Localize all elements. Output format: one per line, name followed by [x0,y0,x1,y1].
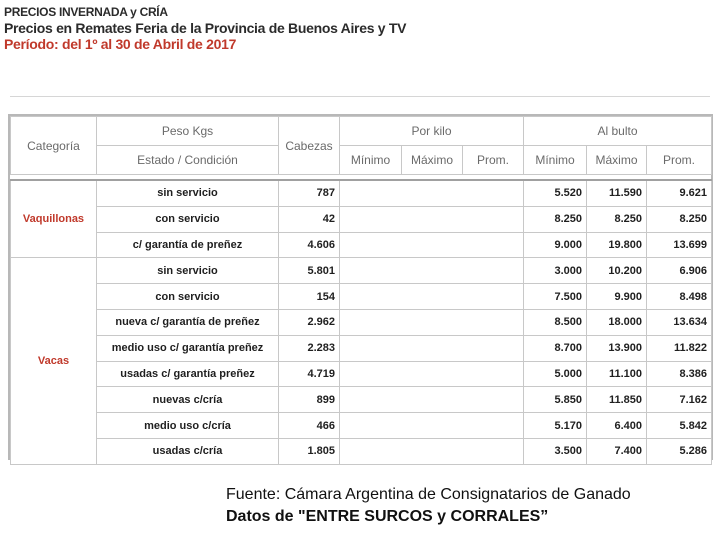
cabezas-cell: 1.805 [279,438,340,464]
source-line: Fuente: Cámara Argentina de Consignatarios de Ganado [226,486,631,503]
bulto-max-cell: 11.590 [587,180,647,206]
bulto-prom-cell: 6.906 [647,258,712,284]
bulto-max-cell: 8.250 [587,206,647,232]
bulto-min-cell: 8.500 [524,309,587,335]
bulto-min-cell: 7.500 [524,284,587,310]
price-table-container [8,114,713,460]
bulto-min-cell: 8.250 [524,206,587,232]
header-al-bulto: Al bulto [524,117,712,146]
header-kilo-max: Máximo [402,146,463,175]
header-bulto-prom: Prom. [647,146,712,175]
cabezas-cell: 5.801 [279,258,340,284]
estado-cell: con servicio [97,284,279,310]
bulto-max-cell: 18.000 [587,309,647,335]
bulto-max-cell: 11.850 [587,387,647,413]
header-por-kilo: Por kilo [340,117,524,146]
header-bulto-max: Máximo [587,146,647,175]
cabezas-cell: 787 [279,180,340,206]
bulto-max-cell: 11.100 [587,361,647,387]
bulto-max-cell: 9.900 [587,284,647,310]
estado-cell: usadas c/ garantía preñez [97,361,279,387]
bulto-prom-cell: 8.498 [647,284,712,310]
estado-cell: usadas c/cría [97,438,279,464]
header-categoria: Categoría [11,117,97,175]
cabezas-cell: 4.606 [279,232,340,258]
table-row [11,335,712,361]
cabezas-cell: 899 [279,387,340,413]
bulto-max-cell: 7.400 [587,438,647,464]
table-row [11,232,712,258]
data-credit-line: Datos de "ENTRE SURCOS y CORRALES” [226,508,549,525]
cabezas-cell: 2.962 [279,309,340,335]
table-row [11,284,712,310]
category-cell: Vaquillonas [11,180,97,258]
table-row [11,413,712,439]
report-period: Período: del 1º al 30 de Abril de 2017 [4,36,237,52]
estado-cell: sin servicio [97,258,279,284]
bulto-prom-cell: 5.286 [647,438,712,464]
bulto-prom-cell: 7.162 [647,387,712,413]
header-estado: Estado / Condición [97,146,279,175]
estado-cell: sin servicio [97,180,279,206]
table-row [11,438,712,464]
table-row [11,180,712,206]
cabezas-cell: 4.719 [279,361,340,387]
estado-cell: nuevas c/cría [97,387,279,413]
cabezas-cell: 2.283 [279,335,340,361]
bulto-min-cell: 5.000 [524,361,587,387]
estado-cell: nueva c/ garantía de preñez [97,309,279,335]
table-row [11,258,712,284]
report-subtitle: Precios en Remates Feria de la Provincia de Buenos Aires y TV [4,20,407,36]
bulto-min-cell: 3.500 [524,438,587,464]
bulto-max-cell: 6.400 [587,413,647,439]
bulto-prom-cell: 11.822 [647,335,712,361]
bulto-min-cell: 5.850 [524,387,587,413]
price-table [10,116,712,465]
cabezas-cell: 154 [279,284,340,310]
header-kilo-prom: Prom. [463,146,524,175]
table-row [11,361,712,387]
header-cabezas: Cabezas [279,117,340,175]
table-row [11,309,712,335]
cabezas-cell: 466 [279,413,340,439]
bulto-min-cell: 5.170 [524,413,587,439]
header-kilo-min: Mínimo [340,146,402,175]
header-peso: Peso Kgs [97,117,279,146]
bulto-prom-cell: 13.634 [647,309,712,335]
bulto-max-cell: 19.800 [587,232,647,258]
report-title: PRECIOS INVERNADA y CRÍA [4,5,168,19]
bulto-prom-cell: 8.386 [647,361,712,387]
estado-cell: con servicio [97,206,279,232]
bulto-min-cell: 3.000 [524,258,587,284]
bulto-max-cell: 10.200 [587,258,647,284]
report-header [4,4,406,52]
bulto-prom-cell: 13.699 [647,232,712,258]
category-cell: Vacas [11,258,97,464]
estado-cell: c/ garantía de preñez [97,232,279,258]
bulto-prom-cell: 5.842 [647,413,712,439]
source-footer [226,484,631,528]
estado-cell: medio uso c/ garantía preñez [97,335,279,361]
bulto-min-cell: 9.000 [524,232,587,258]
divider [10,96,710,97]
table-row [11,206,712,232]
table-row [11,387,712,413]
bulto-prom-cell: 9.621 [647,180,712,206]
bulto-prom-cell: 8.250 [647,206,712,232]
estado-cell: medio uso c/cría [97,413,279,439]
bulto-min-cell: 8.700 [524,335,587,361]
header-bulto-min: Mínimo [524,146,587,175]
cabezas-cell: 42 [279,206,340,232]
bulto-min-cell: 5.520 [524,180,587,206]
bulto-max-cell: 13.900 [587,335,647,361]
